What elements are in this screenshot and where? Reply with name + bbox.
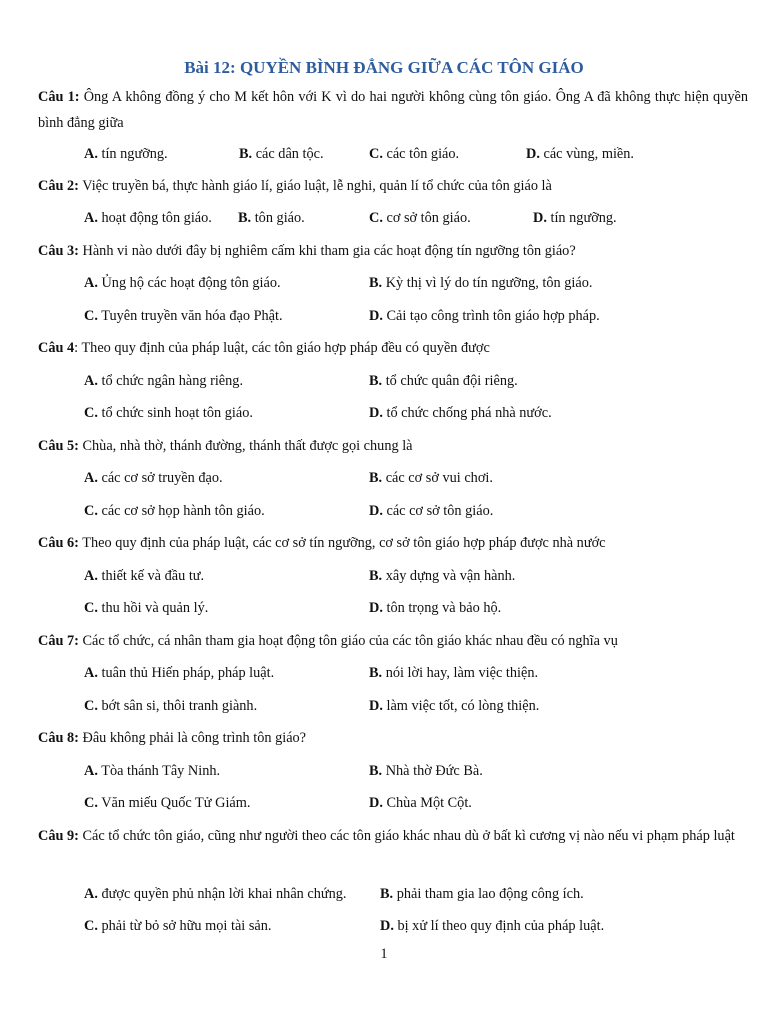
answer-letter: C.: [84, 308, 98, 324]
answer-text: các cơ sở họp hành tôn giáo.: [97, 503, 265, 519]
answer-text: Ủng hộ các hoạt động tôn giáo.: [97, 275, 281, 291]
answer-letter: D.: [369, 405, 383, 421]
answer-letter: A.: [84, 886, 98, 902]
answer-text: các cơ sở tôn giáo.: [382, 503, 494, 519]
answer-letter: D.: [380, 918, 394, 934]
answer-text: xây dựng và vận hành.: [382, 568, 516, 584]
question-text: : Theo quy định của pháp luật, các tôn giáo hợp pháp đều có quyền được: [74, 340, 490, 356]
answer-letter: B.: [239, 146, 253, 162]
answer-text: phải từ bỏ sở hữu mọi tài sản.: [97, 918, 272, 934]
answer-text: nói lời hay, làm việc thiện.: [382, 665, 539, 681]
answer-text: tổ chức quân đội riêng.: [382, 373, 518, 389]
question-4: [38, 335, 748, 361]
answer-4d: [369, 403, 552, 423]
question-5: [38, 433, 748, 459]
answer-3b: [369, 273, 592, 293]
question-label: Câu 8:: [38, 730, 79, 746]
answer-text: Tòa thánh Tây Ninh.: [97, 763, 221, 779]
answer-text: tuân thủ Hiến pháp, pháp luật.: [97, 665, 275, 681]
answer-letter: C.: [84, 405, 98, 421]
answer-text: Tuyên truyền văn hóa đạo Phật.: [97, 308, 283, 324]
answer-7d: [369, 696, 539, 716]
answer-text: bị xử lí theo quy định của pháp luật.: [393, 918, 605, 934]
answer-8d: [369, 793, 472, 813]
question-text: Các tổ chức tôn giáo, cũng như người theo các tôn giáo khác nhau dù ở bất kì cương vị nào nếu vi phạm pháp luật: [78, 828, 735, 844]
question-label: Câu 7:: [38, 633, 79, 649]
answer-text: tổ chức chống phá nhà nước.: [382, 405, 552, 421]
answer-7c: [84, 696, 257, 716]
answer-text: tổ chức ngân hàng riêng.: [97, 373, 244, 389]
answer-5b: [369, 468, 493, 488]
answer-text: Kỳ thị vì lý do tín ngưỡng, tôn giáo.: [382, 275, 593, 291]
answer-text: các cơ sở vui chơi.: [382, 470, 493, 486]
question-label: Câu 9:: [38, 828, 79, 844]
answer-text: tôn trọng và bảo hộ.: [382, 600, 502, 616]
answer-letter: D.: [369, 795, 383, 811]
answer-text: tín ngưỡng.: [546, 210, 617, 226]
answer-letter: D.: [526, 146, 540, 162]
answer-text: hoạt động tôn giáo.: [97, 210, 212, 226]
answer-text: làm việc tốt, có lòng thiện.: [382, 698, 540, 714]
question-label: Câu 6:: [38, 535, 79, 551]
answer-letter: A.: [84, 568, 98, 584]
answer-letter: A.: [84, 373, 98, 389]
answer-3a: [84, 273, 281, 293]
answer-letter: A.: [84, 763, 98, 779]
answer-letter: C.: [84, 918, 98, 934]
answer-6a: [84, 566, 204, 586]
answer-7a: [84, 663, 274, 683]
answer-7b: [369, 663, 538, 683]
answer-6b: [369, 566, 515, 586]
answer-letter: D.: [533, 210, 547, 226]
answer-8c: [84, 793, 250, 813]
answer-5c: [84, 501, 265, 521]
answer-letter: A.: [84, 275, 98, 291]
question-3: [38, 238, 748, 264]
answer-4b: [369, 371, 518, 391]
answer-letter: A.: [84, 146, 98, 162]
answer-text: Nhà thờ Đức Bà.: [382, 763, 483, 779]
answer-letter: B.: [369, 568, 383, 584]
answer-9d: [380, 916, 604, 936]
answer-6c: [84, 598, 208, 618]
answer-letter: D.: [369, 698, 383, 714]
answer-1c: [369, 144, 459, 164]
answer-letter: C.: [84, 600, 98, 616]
answer-letter: D.: [369, 308, 383, 324]
answer-3c: [84, 306, 283, 326]
question-label: Câu 5:: [38, 438, 79, 454]
answer-5d: [369, 501, 493, 521]
page-title: Bài 12: QUYỀN BÌNH ĐẲNG GIỮA CÁC TÔN GIÁO: [184, 58, 584, 77]
answer-text: thu hồi và quản lý.: [97, 600, 209, 616]
question-1: [38, 84, 748, 136]
question-text: Hành vi nào dưới đây bị nghiêm cấm khi tham gia các hoạt động tín ngưỡng tôn giáo?: [78, 243, 576, 259]
answer-text: cơ sở tôn giáo.: [382, 210, 471, 226]
answer-9a: [84, 884, 347, 904]
answer-letter: C.: [84, 698, 98, 714]
answer-1a: [84, 144, 168, 164]
question-2: [38, 173, 748, 199]
answer-9c: [84, 916, 271, 936]
answer-text: Văn miếu Quốc Tử Giám.: [97, 795, 251, 811]
question-label: Câu 2:: [38, 178, 79, 194]
question-text: Việc truyền bá, thực hành giáo lí, giáo luật, lễ nghi, quản lí tổ chức của tôn giáo là: [78, 178, 552, 194]
answer-2a: [84, 208, 212, 228]
answer-letter: B.: [369, 763, 383, 779]
answer-8a: [84, 761, 220, 781]
answer-5a: [84, 468, 223, 488]
answer-letter: B.: [369, 665, 383, 681]
answer-4c: [84, 403, 253, 423]
question-7: [38, 628, 748, 654]
answer-9b: [380, 884, 584, 904]
answer-2c: [369, 208, 471, 228]
answer-letter: B.: [369, 275, 383, 291]
answer-letter: B.: [369, 373, 383, 389]
question-text: Đâu không phải là công trình tôn giáo?: [78, 730, 307, 746]
answer-1b: [239, 144, 324, 164]
answer-letter: B.: [380, 886, 394, 902]
answer-text: Cải tạo công trình tôn giáo hợp pháp.: [382, 308, 600, 324]
question-text: Ông A không đồng ý cho M kết hôn với K vì do hai người không cùng tôn giáo. Ông A đã không thực hiện quyền bình đẳng giữa: [38, 89, 748, 131]
answer-letter: C.: [84, 503, 98, 519]
answer-letter: D.: [369, 600, 383, 616]
answer-2b: [238, 208, 305, 228]
answer-text: Chùa Một Cột.: [382, 795, 472, 811]
answer-4a: [84, 371, 243, 391]
answer-8b: [369, 761, 483, 781]
question-text: Theo quy định của pháp luật, các cơ sở tín ngưỡng, cơ sở tôn giáo hợp pháp được nhà nước: [78, 535, 606, 551]
question-8: [38, 725, 748, 751]
question-label: Câu 4: [38, 340, 75, 356]
answer-text: các cơ sở truyền đạo.: [97, 470, 223, 486]
question-text: Các tổ chức, cá nhân tham gia hoạt động tôn giáo của các tôn giáo khác nhau đều có nghĩa vụ: [78, 633, 618, 649]
question-text: Chùa, nhà thờ, thánh đường, thánh thất được gọi chung là: [78, 438, 413, 454]
question-label: Câu 3:: [38, 243, 79, 259]
answer-6d: [369, 598, 501, 618]
answer-text: phải tham gia lao động công ích.: [393, 886, 584, 902]
answer-letter: A.: [84, 210, 98, 226]
question-6: [38, 530, 748, 556]
answer-1d: [526, 144, 634, 164]
answer-text: thiết kế và đầu tư.: [97, 568, 205, 584]
answer-letter: C.: [369, 210, 383, 226]
answer-letter: C.: [369, 146, 383, 162]
answer-letter: D.: [369, 503, 383, 519]
answer-text: tôn giáo.: [251, 210, 305, 226]
answer-text: tín ngưỡng.: [97, 146, 168, 162]
answer-2d: [533, 208, 617, 228]
answer-text: các dân tộc.: [252, 146, 324, 162]
answer-letter: B.: [369, 470, 383, 486]
answer-letter: A.: [84, 470, 98, 486]
answer-letter: A.: [84, 665, 98, 681]
answer-3d: [369, 306, 600, 326]
answer-text: các tôn giáo.: [382, 146, 460, 162]
answer-text: các vùng, miền.: [539, 146, 634, 162]
question-9: [38, 823, 748, 849]
answer-text: được quyền phủ nhận lời khai nhân chứng.: [97, 886, 347, 902]
answer-text: bớt sân si, thôi tranh giành.: [97, 698, 258, 714]
answer-text: tổ chức sinh hoạt tôn giáo.: [97, 405, 253, 421]
page-number: 1: [380, 946, 388, 962]
question-label: Câu 1:: [38, 89, 80, 105]
answer-letter: B.: [238, 210, 252, 226]
answer-letter: C.: [84, 795, 98, 811]
